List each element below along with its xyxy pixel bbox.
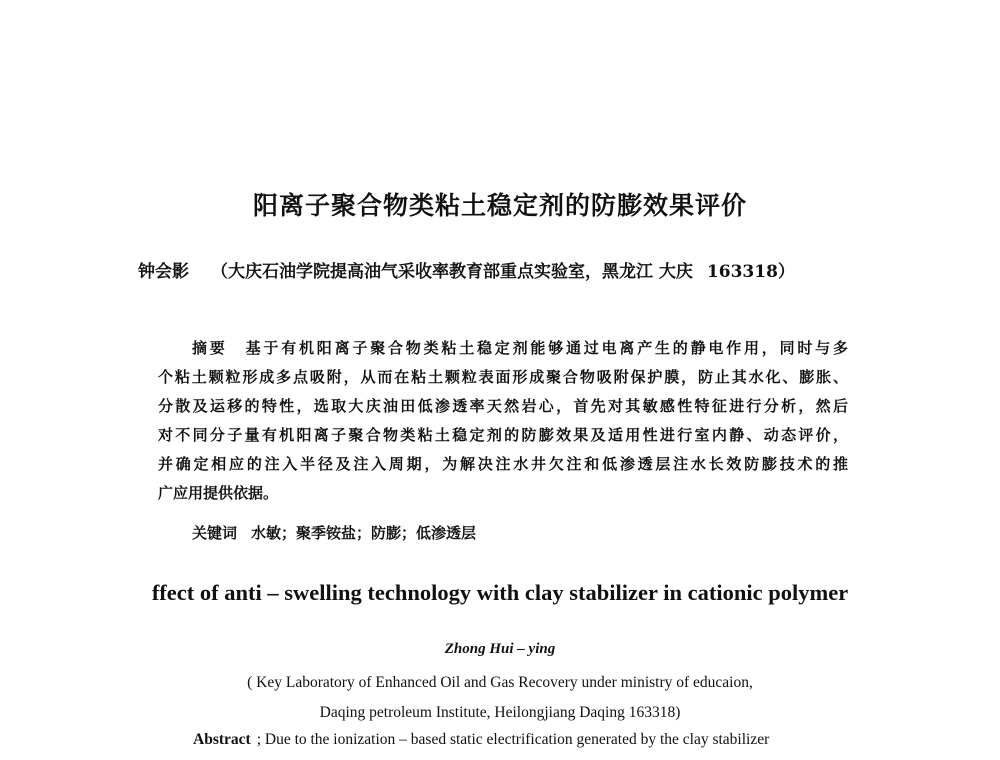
chinese-author-line — [138, 257, 878, 282]
english-affiliation-line-1: ( Key Laboratory of Enhanced Oil and Gas Recovery under ministry of educaion, — [247, 674, 753, 691]
abstract-line: 分散及运移的特性，选取大庆油田低渗透率天然岩心，首先对其敏感性特征进行分析，然后 — [158, 397, 848, 415]
chinese-keywords — [192, 522, 476, 543]
english-abstract — [193, 731, 769, 749]
chinese-title: 阳离子聚合物类粘土稳定剂的防膨效果评价 — [252, 191, 747, 220]
english-abstract-label: Abstract — [193, 731, 251, 748]
chinese-affiliation: （大庆石油学院提高油气采收率教育部重点实验室，黑龙江 大庆 — [211, 262, 693, 282]
english-abstract-text: ; Due to the ionization – based static electrification generated by the clay stabilizer — [256, 731, 770, 748]
english-title: ffect of anti – swelling technology with clay stabilizer in cationic polymer — [151, 580, 849, 605]
english-affiliation-line-2: Daqing petroleum Institute, Heilongjiang Daqing 163318) — [319, 704, 681, 721]
abstract-text: 基于有机阳离子聚合物类粘土稳定剂能够通过电离产生的静电作用，同时与多 — [245, 339, 848, 357]
abstract-line: 广应用提供依据。 — [158, 484, 279, 502]
keywords-text: 水敏；聚季铵盐；防膨；低渗透层 — [251, 524, 477, 542]
keywords-label: 关键词 — [192, 524, 238, 542]
abstract-line: 对不同分子量有机阳离子聚合物类粘土稳定剂的防膨效果及适用性进行室内静、动态评价， — [158, 426, 848, 444]
abstract-label: 摘要 — [192, 339, 228, 357]
chinese-abstract — [158, 334, 848, 508]
abstract-line — [158, 334, 848, 363]
chinese-author: 钟会影 — [138, 262, 189, 282]
abstract-line: 并确定相应的注入半径及注入周期，为解决注水井欠注和低渗透层注水长效防膨技术的推 — [158, 455, 848, 473]
chinese-postcode: 163318） — [706, 262, 795, 282]
english-author: Zhong Hui – ying — [444, 641, 556, 657]
abstract-line: 个粘土颗粒形成多点吸附，从而在粘土颗粒表面形成聚合物吸附保护膜，防止其水化、膨胀、 — [158, 368, 848, 386]
